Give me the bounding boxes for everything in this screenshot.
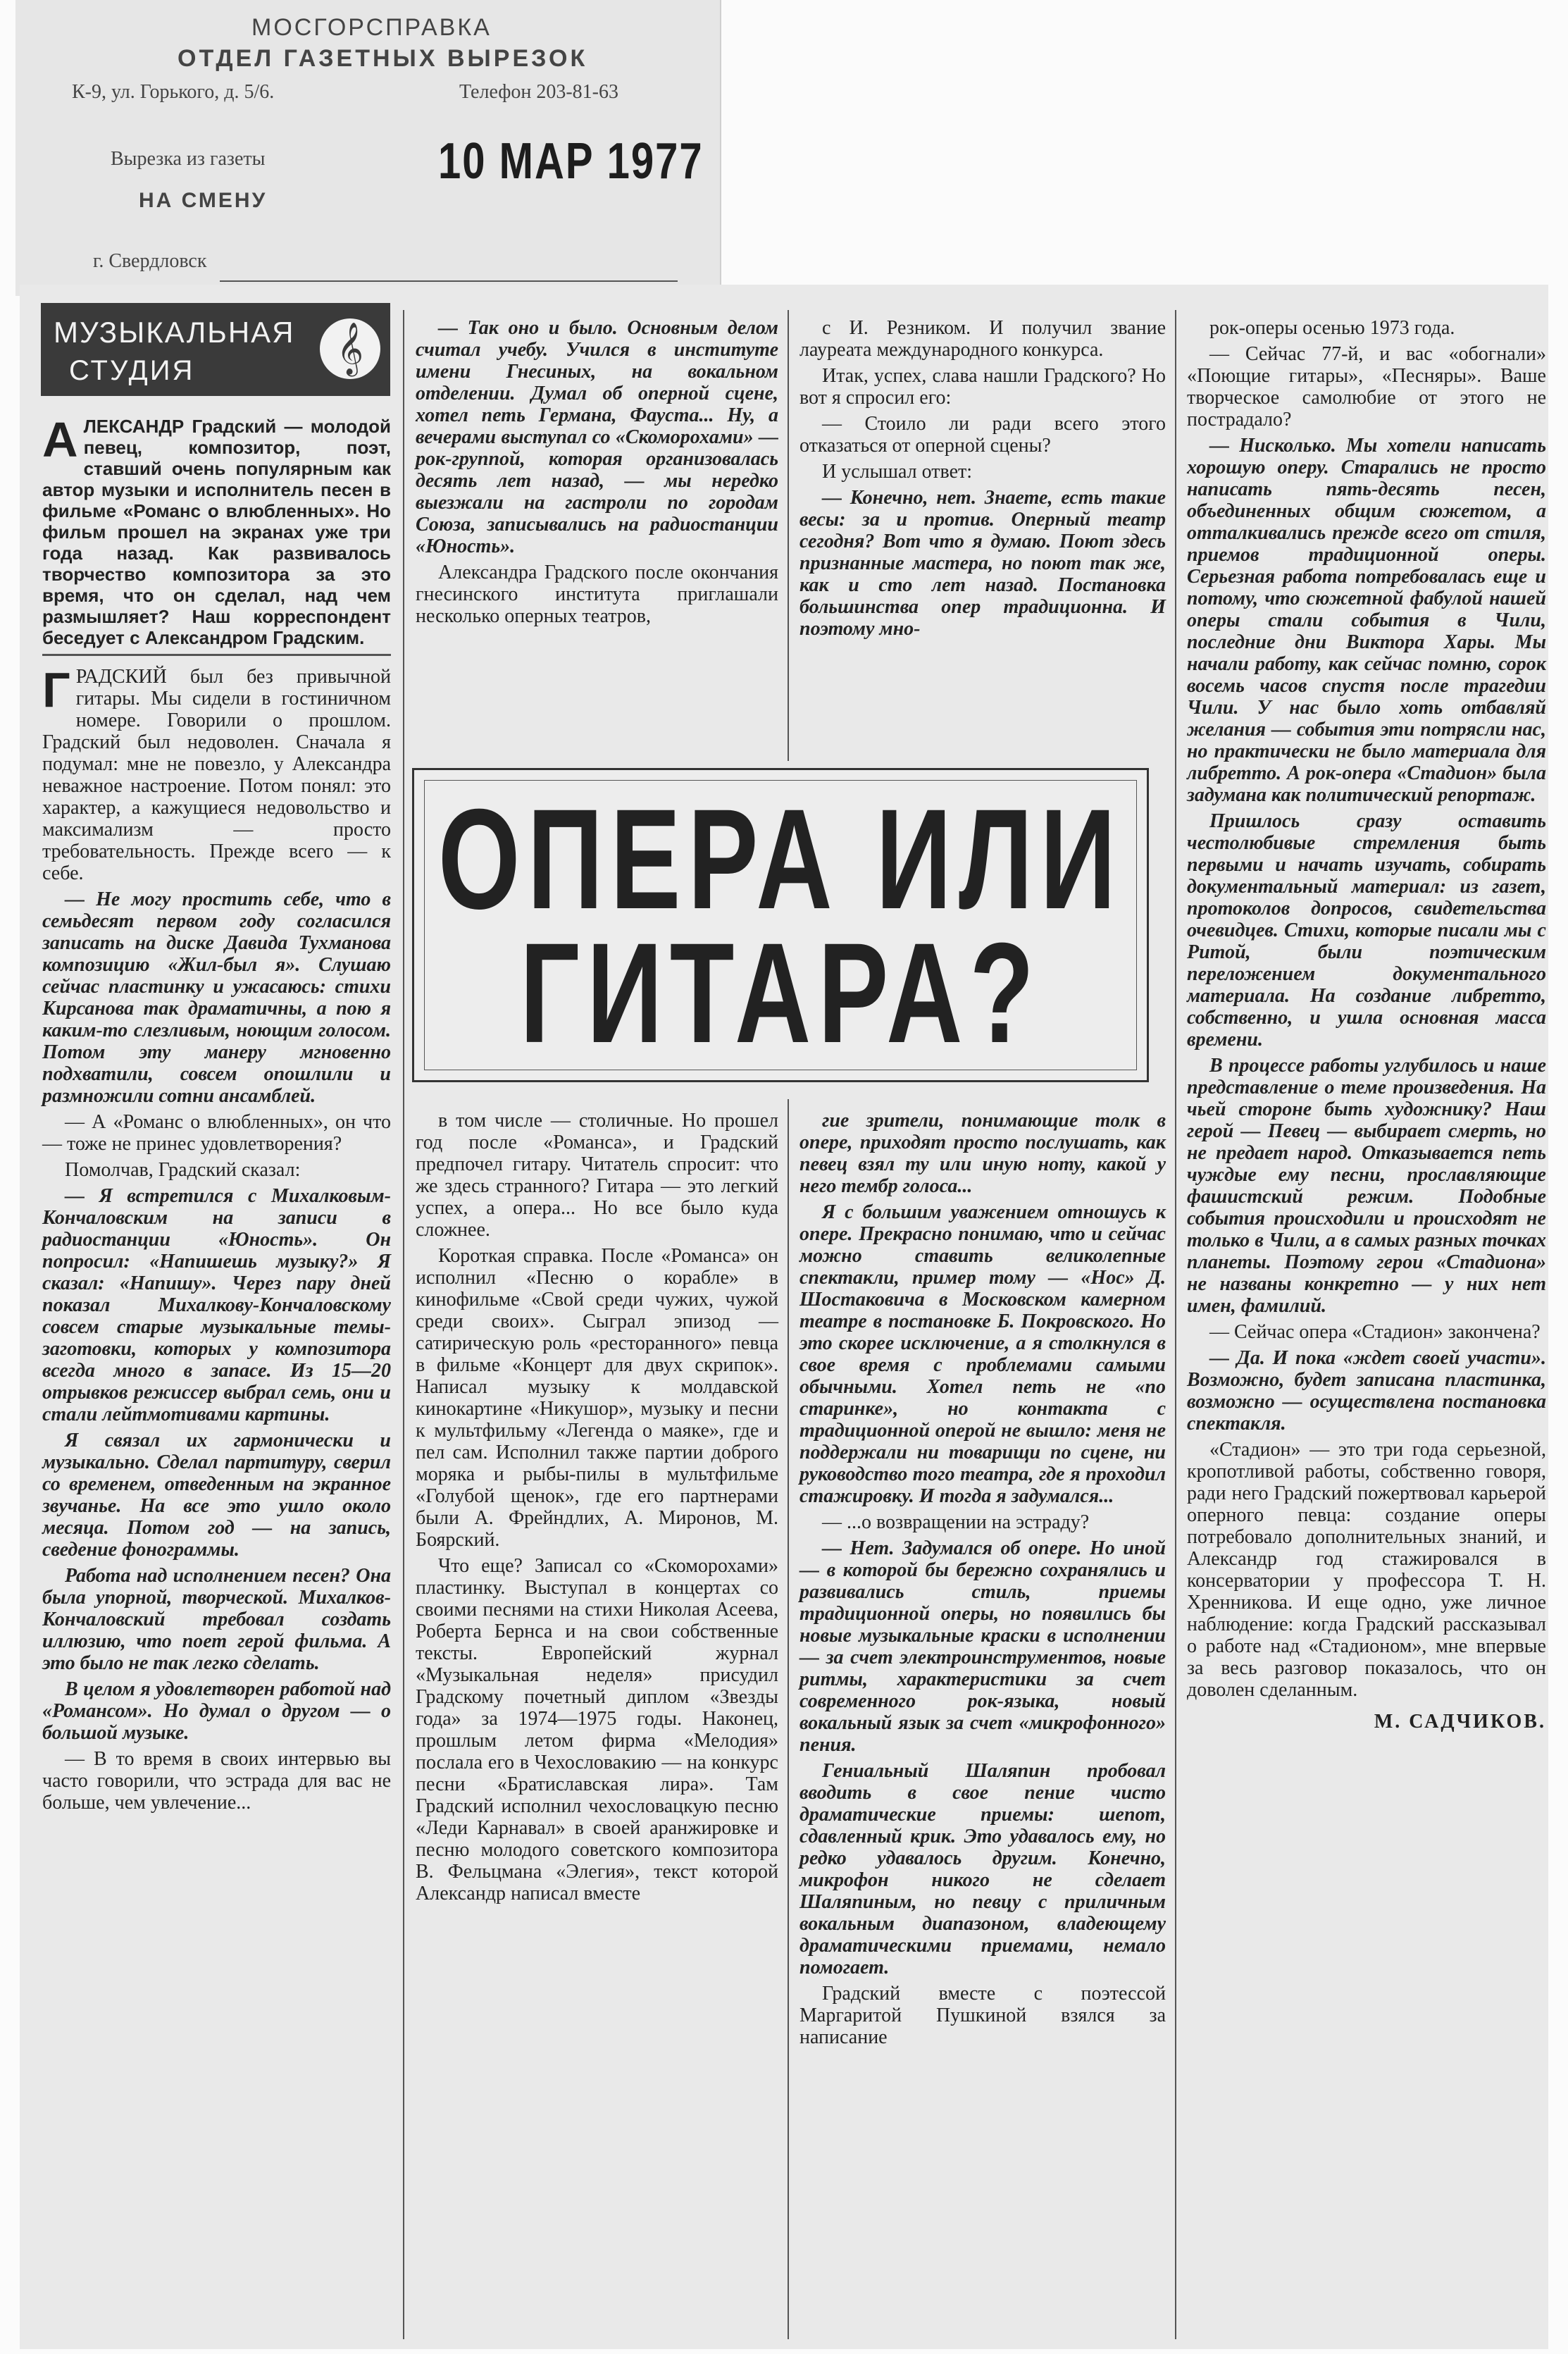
paragraph: «Стадион» — это три года серьезной, кропотливой работы, собственно говоря, ради него Градский пожертвовал карьерой оперного певца: создание оперы потребовало дополнительных знаний, и Александр год стажировался в консерватории у профессора Т. Н. Хренникова. И еще одно, уже личное наблюдение: когда Градский рассказывал о работе над «Стадионом», мне впервые за весь разговор показалось, что он доволен сделанным. xyxy=(1187,1439,1546,1701)
column-divider-1 xyxy=(403,310,404,2339)
paragraph: Итак, успех, слава нашли Градского? Но вот я спросил его: xyxy=(799,365,1166,409)
paragraph: — Я встретился с Михалковым-Кончаловским на записи в радиостанции «Юность». Он попросил: «Напишешь музыку?» Я сказал: «Напишу». Через пару дней показал Михалкову-Кончаловскому совсем старые музыкальные темы-заготовки, которых у композитора всегда много в запасе. Из 15—20 отрывков режиссер выбрал семь, они и стали лейтмотивами картины. xyxy=(42,1185,391,1425)
lead-paragraph: АЛЕКСАНДР Градский — молодой певец, композитор, поэт, ставший очень популярным как автор музыки и исполнитель песен в фильме «Романс о влюбленных». Но фильм прошел на экранах уже три года назад. Как развивалось творчество композитора за это время, что он сделал, над чем размышляет? Наш корреспондент беседует с Александром Градским. xyxy=(42,412,391,648)
drop-cap-g: Г xyxy=(42,662,70,717)
paragraph: — ...о возвращении на эстраду? xyxy=(822,1511,1090,1533)
paragraph: Пришлось сразу оставить честолюбивые стремления быть первыми и начать изучать, собирать документальный материал: из газет, протоколов допросов, свидетельства очевидцев. Стихи, которые писали мы с Ритой, были поэтическим переложением документального материала. На создание либретто, собственно, и ушла основная масса времени. xyxy=(1187,810,1546,1051)
rubric-title-line-1: МУЗЫКАЛЬНАЯ xyxy=(54,316,295,349)
paragraph: Помолчав, Градский сказал: xyxy=(65,1159,301,1181)
agency-address: К-9, ул. Горького, д. 5/6. xyxy=(72,81,275,103)
paragraph: — Да. И пока «ждет своей участи». Возможно, будет записана пластинка, возможно — осуществлена постановка спектакля. xyxy=(1187,1347,1546,1435)
paragraph: — Нисколько. Мы хотели написать хорошую оперу. Старались не просто написать пять-десять песен, объединенных общим сюжетом, а отталкивались прежде всего от стиля, приемов традиционной оперы. Серьезная работа потребовалась еще и потому, что сюжетной фабулой нашей оперы стали события в Чили, последние дни Виктора Хары. Мы начали работу, как сейчас помню, сорок восемь часов спустя после трагедии Чили. У нас было хоть отбавляй желания — события эти потрясли нас, но практически не было материала для либретто. А рок-опера «Стадион» была задумана как политический репортаж. xyxy=(1187,435,1546,806)
column-divider-4 xyxy=(1175,310,1176,2339)
headline-line-1: ОПЕРА ИЛИ xyxy=(437,779,1124,939)
paragraph: рок-оперы осенью 1973 года. xyxy=(1209,317,1455,339)
paragraph: с И. Резником. И получил звание лауреата международного конкурса. xyxy=(799,317,1166,361)
paragraph: В целом я удовлетворен работой над «Романсом». Но думал о другом — о большой музыке. xyxy=(42,1678,391,1744)
treble-clef-icon: 𝄞 xyxy=(320,318,380,379)
paragraph: в том числе — столичные. Но прошел год после «Романса», и Градский предпочел гитару. Читатель спросит: что же здесь странного? Гитара — это легкий успех, а опера... Но все было куда сложнее. xyxy=(416,1110,778,1241)
paragraph: Александра Градского после окончания гнесинского института приглашали несколько оперных театров, xyxy=(416,562,778,627)
paragraph: Я с большим уважением отношусь к опере. Прекрасно понимаю, что и сейчас можно ставить великолепные спектакли, пример тому — «Нос» Д. Шостаковича в Московском камерном театре в постановке Б. Покровского. Но это скорее исключение, а я столкнулся в свое время с проблемами самыми обычными. Хотел петь не «по старинке», но контакта с традиционной оперой не вышло: меня не поддержали ни товарищи по сцене, ни руководство того театра, где я проходил стажировку. И тогда я задумался... xyxy=(799,1201,1166,1507)
clipping-header xyxy=(15,0,721,296)
paragraph: Что еще? Записал со «Скоморохами» пластинку. Выступал в концертах со своими песнями на стихи Николая Асеева, Роберта Бернса и на свои собственные тексты. Европейский журнал «Музыкальная неделя» присудил Градскому почетный диплом «Звезды года» за 1974—1975 годы. Наконец, прошлым летом фирма «Мелодия» послала его в Чехословакию — на конкурс песни «Братиславская лира». Там Градский исполнил чехословацкую песню «Леди Карнавал» в своей аранжировке и песню молодого советского композитора В. Фельцмана «Элегия», текст которой Александр написал вместе xyxy=(416,1555,778,1904)
author-signature: М. САДЧИКОВ. xyxy=(1374,1711,1546,1733)
city: г. Свердловск xyxy=(93,250,207,272)
source-label: Вырезка из газеты xyxy=(111,148,266,170)
paragraph: — Не могу простить себе, что в семьдесят первом году согласился записать на диске Давида Тухманова композицию «Жил-был я». Слушаю сейчас пластинку и ужасаюсь: стихи Кирсанова так драматичны, а пою я каким-то слезливым, ноющим голосом. Потом эту манеру мгновенно подхватили, совсем опошлили и размножили сотни ансамблей. xyxy=(42,888,391,1107)
article-column-2-top xyxy=(416,317,778,631)
column-divider-2 xyxy=(788,310,789,761)
header-underline xyxy=(220,280,678,282)
article-column-3-bottom xyxy=(799,1110,1166,2052)
drop-cap-a: А xyxy=(42,412,78,467)
paragraph: — А «Романс о влюбленных», он что — тоже не принес удовлетворения? xyxy=(42,1111,391,1155)
paragraph: — Нет. Задумался об опере. Но иной — в которой бы бережно сохранялись и развивались стиль, приемы традиционной оперы, но появились бы новые музыкальные краски в исполнении — за счет электроинструментов, новые ритмы, характеристики за счет современного рок-языка, новый вокальный язык за счет «микрофонного» пения. xyxy=(799,1537,1166,1756)
agency-phone: Телефон 203-81-63 xyxy=(459,81,618,103)
paragraph: Градский вместе с поэтессой Маргаритой Пушкиной взялся за написание xyxy=(799,1983,1166,2048)
lead-separator xyxy=(42,654,391,656)
agency-name: МОСГОРСПРАВКА xyxy=(251,14,492,41)
paragraph: — Сейчас 77-й, и вас «обогнали» «Поющие гитары», «Песняры». Ваше творческое самолюбие от этого не пострадало? xyxy=(1187,343,1546,430)
article-column-1 xyxy=(42,412,391,1818)
newspaper-name: НА СМЕНУ xyxy=(139,189,268,212)
article-column-4 xyxy=(1187,317,1546,1737)
article-column-2-bottom xyxy=(416,1110,778,1909)
paragraph: — Сейчас опера «Стадион» закончена? xyxy=(1209,1321,1541,1343)
paragraph: И услышал ответ: xyxy=(822,461,973,483)
headline-box xyxy=(412,768,1149,1082)
paragraph: В процессе работы углубилось и наше представление о теме произведения. На чьей стороне быть художнику? Наш герой — Певец — выбирает смерть, но не предает народ. Отказывается петь чуждые ему песни, прославляющие фашистский режим. Подобные события происходили и происходят не только в Чили, а в самых разных точках планеты. Поэтому герои «Стадиона» не названы конкретно — у них нет имен, фамилий. xyxy=(1187,1055,1546,1317)
headline-line-2: ГИТАРА? xyxy=(519,912,1042,1073)
paragraph: Я связал их гармонически и музыкально. Сделал партитуру, сверил со временем, отведенным на экранное звучанье. На все это ушло около месяца. Потом год — на запись, сведение фонограммы. xyxy=(42,1430,391,1561)
paragraph: Работа над исполнением песен? Она была упорной, творческой. Михалков-Кончаловский требовал создать иллюзию, что поет герой фильма. А это было не так легко сделать. xyxy=(42,1565,391,1674)
department-name: ОТДЕЛ ГАЗЕТНЫХ ВЫРЕЗОК xyxy=(178,45,588,72)
rubric-title-line-2: СТУДИЯ xyxy=(69,355,195,386)
date-stamp: 10 МАР 1977 xyxy=(438,132,704,190)
paragraph: — Так оно и было. Основным делом считал учебу. Учился в институте имени Гнесиных, на вокальном отделении. Думал об оперной сцене, хотел петь Германа, Фауста... Ну, а вечерами выступал со «Скоморохами» — рок-группой, которая организовалась десять лет назад, — мы нередко выезжали на гастроли по городам Союза, записывались на радиостанции «Юность». xyxy=(416,317,778,557)
paragraph: гие зрители, понимающие толк в опере, приходят просто послушать, как певец взял ту или иную ноту, какой у него тембр голоса... xyxy=(799,1110,1166,1197)
rubric-logo xyxy=(41,303,390,396)
article-column-3-top xyxy=(799,317,1166,644)
column-divider-3 xyxy=(788,1099,789,2339)
paragraph: — В то время в своих интервью вы часто говорили, что эстрада для вас не больше, чем увлечение... xyxy=(42,1748,391,1814)
paragraph: Гениальный Шаляпин пробовал вводить в свое пение чисто драматические приемы: шепот, сдавленный крик. Это удавалось ему, но редко удавалось другим. Конечно, микрофон никого не сделает Шаляпиным, но певцу с приличным вокальным диапазоном, владеющему драматическими приемами, немало помогает. xyxy=(799,1760,1166,1978)
paragraph: — Стоило ли ради всего этого отказаться от оперной сцены? xyxy=(799,413,1166,457)
opening-paragraph: ГРАДСКИЙ был без привычной гитары. Мы сидели в гостиничном номере. Говорили о прошлом. Градский был недоволен. Сначала я подумал: мне не повезло, у Александра неважное настроение. Потом понял: это характер, а кажущиеся недовольство и максимализм — просто требовательность. Прежде всего — к себе. xyxy=(42,662,391,884)
paragraph: Короткая справка. После «Романса» он исполнил «Песню о корабле» в кинофильме «Свой среди чужих, чужой среди своих». Сыграл эпизод — сатирическую роль «ресторанного» певца в фильме «Концерт для двух скрипок». Написал музыку к молдавской кинокартине «Никушор», музыку и песни к мультфильму «Легенда о маяке», где и пел сам. Исполнил также партии доброго моряка и рыбы-пилы в мультфильме «Голубой щенок», где его партнерами были А. Фрейндлих, А. Миронов, М. Боярский. xyxy=(416,1245,778,1551)
paragraph: — Конечно, нет. Знаете, есть такие весы: за и против. Оперный театр сегодня? Вот что я думаю. Поют здесь признанные мастера, но поют так же, как и сто лет назад. Постановка большинства опер традиционна. И поэтому мно- xyxy=(799,487,1166,640)
